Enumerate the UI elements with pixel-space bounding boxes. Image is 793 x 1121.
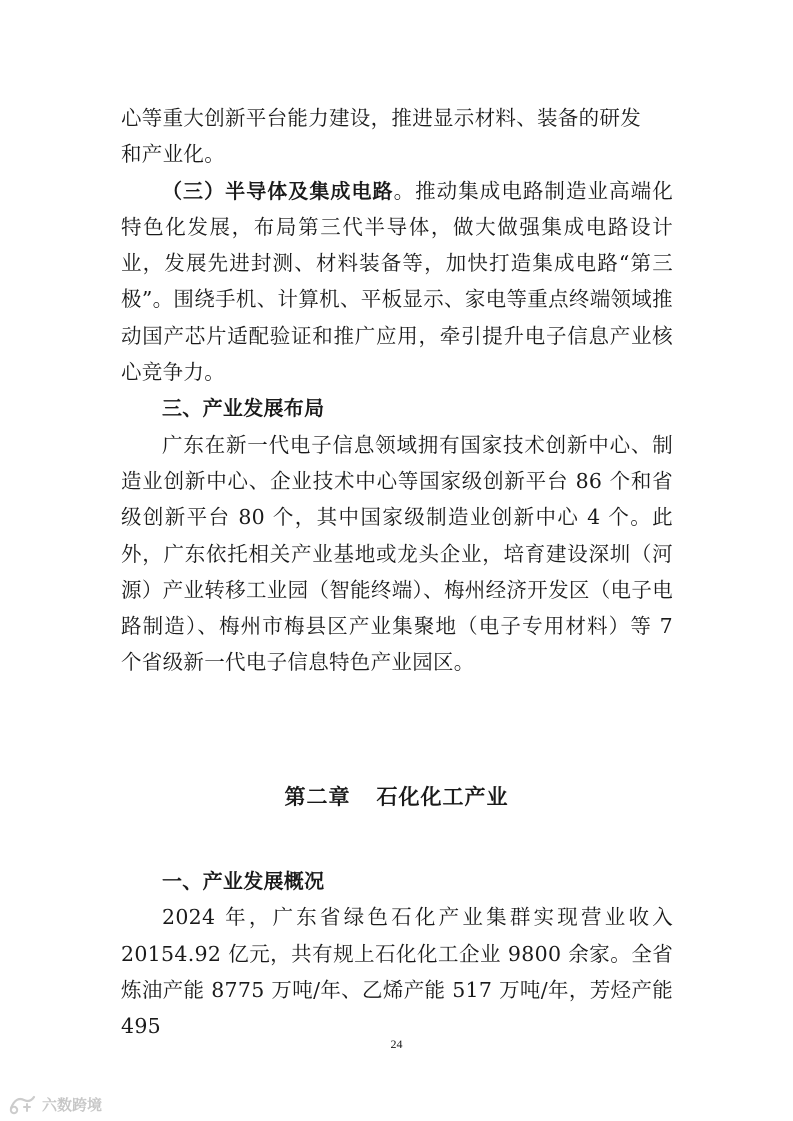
paragraph-line: 心等重大创新平台能力建设，推进显示材料、装备的研发 — [121, 106, 641, 130]
section-heading: 一、产业发展概况 — [162, 869, 325, 893]
page-number: 24 — [390, 1037, 403, 1051]
chapter-title — [0, 781, 793, 811]
paragraph-layout: 广东在新一代电子信息领域拥有国家技术创新中心、制造业创新中心、企业技术中心等国家级创新平台 86 个和省级创新平台 80 个，其中国家级制造业创新中心 4 个。此外，广东依托相关产业基地或龙头企业，培育建设深圳（河源）产业转移工业园（智能终端）、梅州经济开发区（电子电路制造）、梅州市梅县区产业集聚地（电子专用材料）等 7 个省级新一代电子信息特色产业园区。 — [121, 432, 673, 675]
section-top-text — [121, 100, 673, 681]
paragraph-semiconductor — [121, 173, 673, 391]
subsection-title: （三）半导体及集成电路 — [162, 178, 394, 203]
paragraph-body: 。推动集成电路制造业高端化特色化发展，布局第三代半导体，做大做强集成电路设计业，发展先进封测、材料装备等，加快打造集成电路“第三极”。围绕手机、计算机、平板显示、家电等重点终端领域推动国产芯片适配验证和推广应用，牵引提升电子信息产业核心竞争力。 — [121, 178, 673, 385]
paragraph-continuation — [121, 100, 673, 173]
logo-mark-icon — [8, 1093, 38, 1115]
paragraph-overview: 2024 年，广东省绿色石化产业集群实现营业收入 20154.92 亿元，共有规上石化化工企业 9800 余家。全省炼油产能 8775 万吨/年、乙烯产能 517 万吨/年，芳烃产能 495 — [121, 905, 673, 1039]
chapter-name: 石化化工产业 — [376, 784, 509, 809]
chapter-number: 第二章 — [284, 784, 351, 809]
section-bottom-text — [121, 863, 673, 1044]
section-heading: 三、产业发展布局 — [162, 396, 325, 421]
watermark — [8, 1093, 102, 1115]
paragraph-line: 和产业化。 — [121, 142, 225, 167]
watermark-text: 六数跨境 — [42, 1095, 103, 1114]
